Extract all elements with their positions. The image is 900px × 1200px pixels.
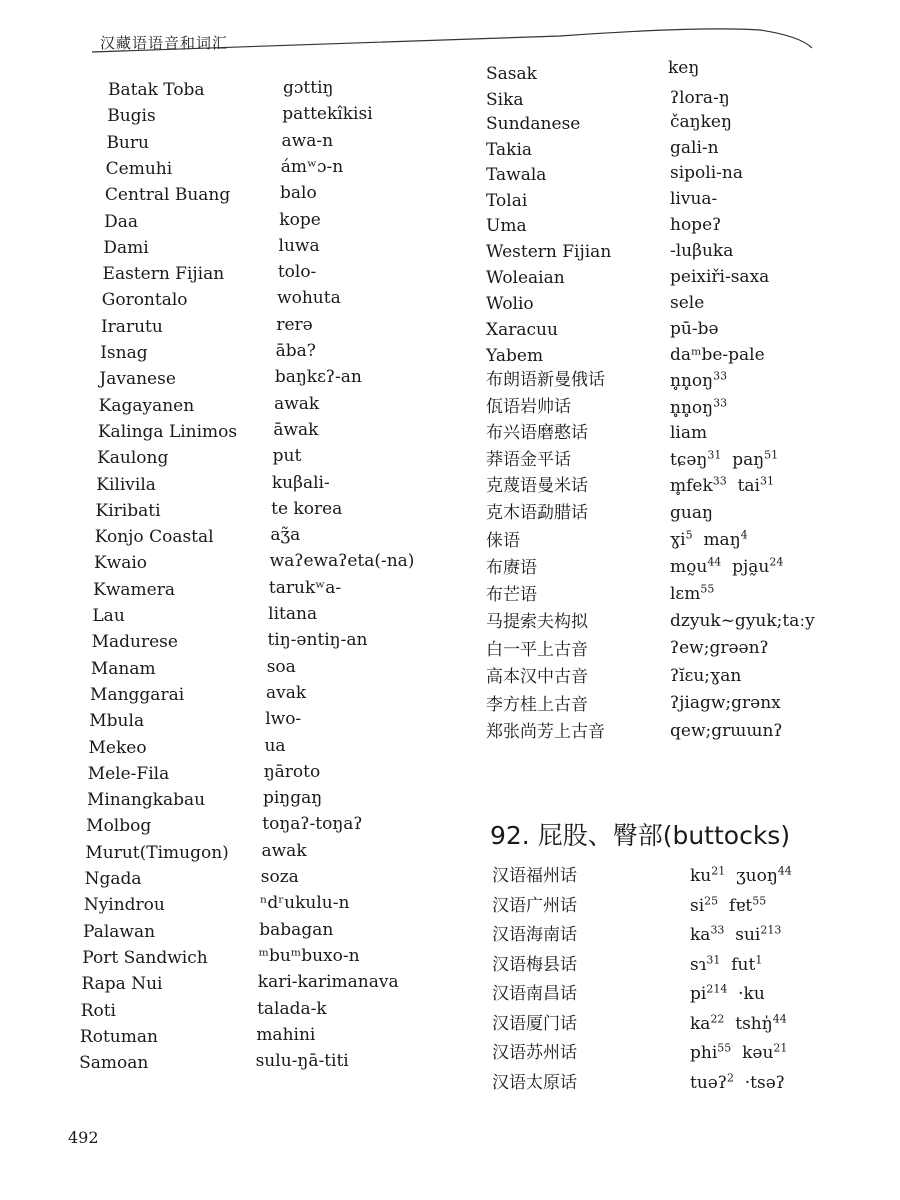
word-form bbox=[670, 138, 719, 158]
form-text: ku bbox=[690, 866, 712, 886]
language-name: Sundanese bbox=[486, 114, 581, 134]
page-number: 492 bbox=[68, 1128, 99, 1147]
word-form bbox=[259, 920, 333, 940]
language-name: Takia bbox=[486, 140, 533, 160]
tone-mark: 31 bbox=[707, 448, 722, 462]
word-form bbox=[270, 525, 300, 545]
language-name: Ngada bbox=[84, 869, 142, 889]
form-text: soza bbox=[260, 867, 299, 887]
language-name: 汉语福州话 bbox=[492, 866, 577, 886]
language-name: Mele-Fila bbox=[87, 763, 170, 784]
form-text: ⁿdʳukulu-n bbox=[260, 893, 350, 914]
form-text: kuβali- bbox=[271, 472, 330, 493]
word-form bbox=[270, 551, 415, 571]
form-text: mahini bbox=[256, 1024, 316, 1045]
word-form bbox=[670, 163, 743, 183]
running-header: 汉藏语语音和词汇 bbox=[100, 34, 229, 52]
word-form bbox=[273, 446, 302, 466]
language-name: Sasak bbox=[486, 64, 537, 84]
form-text: n̥n̥oŋ bbox=[670, 371, 714, 391]
form-text: kari-karimanava bbox=[257, 972, 399, 993]
form-text: livua- bbox=[670, 189, 718, 209]
tone-mark: 213 bbox=[760, 923, 782, 937]
word-form bbox=[262, 814, 362, 834]
language-name: Batak Toba bbox=[108, 80, 205, 100]
tone-mark: 31 bbox=[706, 952, 721, 966]
language-name: Eastern Fijian bbox=[102, 264, 225, 285]
word-form bbox=[271, 499, 342, 519]
language-name: 汉语梅县话 bbox=[492, 954, 577, 975]
language-name: Konjo Coastal bbox=[94, 527, 214, 548]
word-form bbox=[276, 341, 316, 361]
form-text: awak bbox=[274, 393, 320, 414]
language-name: Roti bbox=[80, 1000, 116, 1021]
language-name: Wolio bbox=[486, 294, 534, 314]
word-form bbox=[262, 841, 307, 861]
language-name: Kaulong bbox=[97, 448, 169, 469]
tone-mark: 33 bbox=[713, 369, 728, 383]
tone-mark: 55 bbox=[752, 893, 767, 907]
form-text: litana bbox=[268, 604, 318, 624]
language-name: Javanese bbox=[99, 369, 176, 390]
word-form bbox=[670, 693, 781, 713]
language-name: 汉语海南话 bbox=[492, 925, 577, 945]
word-form bbox=[279, 236, 320, 256]
word-form bbox=[670, 530, 748, 550]
word-form bbox=[268, 604, 317, 624]
word-form bbox=[256, 1051, 349, 1071]
form-text: ka bbox=[690, 925, 711, 945]
form-text: qew;grɯɯnʔ bbox=[670, 721, 783, 741]
form-text: ka bbox=[690, 1013, 711, 1034]
language-name: 李方桂上古音 bbox=[486, 695, 588, 715]
word-form bbox=[274, 394, 319, 414]
form-text: baŋkɛʔ-an bbox=[274, 367, 362, 388]
language-name: Uma bbox=[486, 216, 527, 236]
word-form bbox=[690, 1011, 787, 1034]
form-text: pja̰u bbox=[732, 557, 770, 577]
form-text: lwo- bbox=[265, 709, 302, 730]
language-name: Bugis bbox=[107, 106, 156, 127]
language-name: Kwamera bbox=[93, 579, 176, 600]
word-form bbox=[670, 557, 783, 577]
form-text: aʒ̃a bbox=[270, 525, 301, 546]
tone-mark: 1 bbox=[755, 952, 763, 966]
language-name: Woleaian bbox=[486, 268, 565, 288]
word-form bbox=[690, 925, 781, 945]
word-form bbox=[670, 88, 730, 108]
form-text: tai bbox=[737, 476, 760, 496]
form-text: ʔĭɛu;ɣan bbox=[670, 666, 742, 686]
word-form bbox=[275, 367, 362, 387]
tone-mark: 2 bbox=[726, 1070, 734, 1084]
tone-mark: 31 bbox=[760, 474, 774, 488]
word-form bbox=[670, 293, 704, 313]
language-name: 莽语金平话 bbox=[486, 450, 571, 470]
language-name: Palawan bbox=[83, 921, 156, 942]
form-text: avak bbox=[265, 682, 307, 703]
form-text: luwa bbox=[278, 235, 320, 256]
word-form bbox=[264, 762, 321, 782]
language-name: Kwaio bbox=[93, 553, 148, 574]
language-name: 汉语厦门话 bbox=[492, 1013, 577, 1034]
word-form bbox=[266, 683, 306, 703]
language-name: Lau bbox=[92, 606, 125, 626]
form-text: ᵐbuᵐbuxo-n bbox=[258, 945, 360, 966]
form-text: toŋaʔ-toŋaʔ bbox=[262, 814, 363, 835]
language-name: 马提索夫构拟 bbox=[486, 612, 588, 632]
word-form bbox=[272, 473, 330, 493]
form-text: fut bbox=[731, 954, 756, 975]
word-form bbox=[670, 666, 741, 686]
language-name: 汉语南昌话 bbox=[492, 984, 577, 1004]
word-form bbox=[282, 131, 334, 151]
word-form bbox=[690, 984, 765, 1004]
word-form bbox=[257, 999, 327, 1019]
language-name: 汉语苏州话 bbox=[492, 1043, 577, 1063]
form-text: tshŋ̍ bbox=[735, 1013, 773, 1034]
language-name: Western Fijian bbox=[486, 242, 612, 262]
word-form bbox=[256, 1025, 315, 1045]
language-name: 俫语 bbox=[486, 531, 520, 551]
word-form bbox=[670, 345, 765, 365]
word-form bbox=[281, 157, 343, 177]
language-name: Nyindrou bbox=[83, 895, 165, 916]
word-form bbox=[670, 611, 815, 631]
word-form bbox=[258, 972, 399, 992]
form-text: babagan bbox=[259, 919, 334, 940]
word-form bbox=[277, 288, 341, 308]
word-form bbox=[265, 709, 301, 729]
language-name: 布赓语 bbox=[486, 558, 537, 578]
form-text: m̥fek bbox=[670, 476, 713, 496]
language-name: Port Sandwich bbox=[82, 947, 208, 968]
word-form bbox=[280, 183, 317, 203]
language-name: 郑张尚芳上古音 bbox=[486, 722, 605, 742]
language-name: Rotuman bbox=[79, 1026, 158, 1047]
word-form bbox=[276, 315, 312, 335]
form-text: piŋgaŋ bbox=[262, 788, 323, 809]
form-text: paŋ bbox=[732, 450, 765, 470]
word-form bbox=[670, 476, 774, 496]
form-text: kope bbox=[279, 209, 321, 230]
form-text: sipoli-na bbox=[670, 163, 743, 183]
word-form bbox=[261, 867, 299, 887]
form-text: talada-k bbox=[257, 998, 327, 1019]
language-name: Daa bbox=[104, 211, 138, 232]
form-text: āba? bbox=[275, 341, 316, 361]
tone-mark: 51 bbox=[764, 448, 779, 462]
tone-mark: 21 bbox=[773, 1041, 788, 1055]
form-text: n̥n̥oŋ bbox=[670, 398, 714, 418]
language-name: Mekeo bbox=[88, 737, 147, 758]
form-text: keŋ bbox=[668, 58, 700, 78]
form-text: liam bbox=[670, 423, 708, 443]
word-form bbox=[670, 584, 714, 604]
form-text: gɔttiŋ bbox=[283, 78, 334, 98]
word-form bbox=[264, 736, 285, 756]
language-name: Manam bbox=[90, 658, 156, 679]
tone-mark: 33 bbox=[710, 923, 725, 937]
language-name: 汉语广州话 bbox=[492, 895, 577, 916]
form-text: put bbox=[272, 446, 302, 467]
word-form bbox=[670, 215, 721, 235]
word-form bbox=[267, 657, 296, 677]
word-form bbox=[670, 398, 727, 418]
form-text: rerə bbox=[276, 314, 313, 335]
language-name: Molbog bbox=[86, 816, 152, 837]
word-form bbox=[668, 58, 699, 78]
word-form bbox=[670, 423, 707, 443]
tone-mark: 22 bbox=[710, 1011, 725, 1025]
word-form bbox=[259, 946, 360, 966]
form-text: čaŋkeŋ bbox=[670, 112, 732, 132]
language-name: Yabem bbox=[486, 346, 544, 366]
tone-mark: 33 bbox=[713, 396, 728, 410]
word-form bbox=[690, 1070, 785, 1093]
form-text: pi bbox=[690, 984, 707, 1004]
form-text: tarukʷa- bbox=[268, 577, 342, 598]
language-name: Mbula bbox=[89, 711, 145, 732]
language-name: Madurese bbox=[91, 632, 178, 653]
word-form bbox=[670, 721, 783, 741]
word-form bbox=[670, 371, 727, 391]
form-text: tɕəŋ bbox=[670, 450, 708, 470]
form-text: sɿ bbox=[690, 954, 707, 975]
form-text: daᵐbe-pale bbox=[670, 345, 765, 365]
word-form bbox=[267, 630, 367, 650]
tone-mark: 44 bbox=[772, 1011, 787, 1025]
word-form bbox=[279, 210, 320, 230]
form-text: ʒuoŋ bbox=[736, 866, 778, 886]
language-name: Gorontalo bbox=[101, 290, 188, 311]
language-name: Isnag bbox=[100, 343, 148, 363]
form-text: gali-n bbox=[670, 138, 719, 158]
tone-mark: 44 bbox=[777, 864, 792, 878]
form-text: ·tsəʔ bbox=[744, 1072, 785, 1093]
tone-mark: 4 bbox=[740, 528, 748, 542]
form-text: tuəʔ bbox=[690, 1072, 727, 1093]
tone-mark: 33 bbox=[712, 474, 727, 488]
tone-mark: 25 bbox=[704, 893, 719, 907]
form-text: soa bbox=[266, 656, 296, 677]
language-name: Rapa Nui bbox=[81, 974, 163, 995]
language-name: Irarutu bbox=[100, 316, 163, 337]
form-text: ·ku bbox=[738, 984, 765, 1004]
form-text: awak bbox=[261, 840, 307, 861]
language-name: Kagayanen bbox=[98, 395, 195, 416]
language-name: Buru bbox=[106, 132, 149, 153]
word-form bbox=[283, 78, 333, 98]
word-form bbox=[269, 578, 341, 598]
form-text: waʔewaʔeta(-na) bbox=[269, 551, 415, 572]
language-name: 汉语太原话 bbox=[492, 1072, 577, 1093]
language-name: 布兴语磨憨话 bbox=[486, 423, 588, 443]
form-text: wohuta bbox=[277, 288, 341, 309]
word-form bbox=[278, 262, 316, 282]
language-name: Tawala bbox=[486, 165, 547, 185]
tone-mark: 55 bbox=[717, 1041, 732, 1055]
form-text: phi bbox=[690, 1043, 718, 1063]
tone-mark: 214 bbox=[706, 982, 728, 996]
form-text: balo bbox=[280, 183, 317, 204]
word-form bbox=[670, 319, 719, 339]
form-text: ɣi bbox=[670, 530, 686, 550]
language-name: Manggarai bbox=[90, 684, 185, 705]
form-text: hopeʔ bbox=[670, 215, 722, 235]
form-text: kəu bbox=[742, 1043, 774, 1063]
form-text: fɐt bbox=[728, 895, 753, 916]
language-name: Sika bbox=[486, 90, 524, 110]
form-text: pū-bə bbox=[670, 319, 719, 339]
word-form bbox=[670, 189, 717, 209]
word-form bbox=[670, 112, 732, 132]
language-name: Cemuhi bbox=[105, 158, 173, 179]
form-text: sulu-ŋā-titi bbox=[255, 1051, 349, 1072]
language-name: Kiribati bbox=[95, 500, 161, 521]
form-text: maŋ bbox=[703, 530, 741, 550]
language-name: 克木语勐腊话 bbox=[486, 503, 588, 523]
tone-mark: 24 bbox=[769, 555, 784, 569]
word-form bbox=[690, 866, 792, 886]
language-name: 佤语岩帅话 bbox=[486, 397, 571, 417]
word-form bbox=[263, 788, 322, 808]
form-text: ámʷɔ-n bbox=[280, 156, 344, 177]
tone-mark: 44 bbox=[707, 555, 722, 569]
language-name: Dami bbox=[103, 237, 149, 258]
language-name: Central Buang bbox=[104, 185, 231, 206]
form-text: ʔjiagw;grənx bbox=[670, 693, 781, 713]
section-heading: 92. 屁股、臀部(buttocks) bbox=[490, 821, 791, 850]
form-text: ua bbox=[264, 735, 286, 756]
word-form bbox=[690, 952, 763, 975]
form-text: si bbox=[690, 895, 705, 916]
form-text: dzyuk~gyuk;taːy bbox=[670, 611, 815, 631]
form-text: pattekîkisi bbox=[282, 104, 373, 125]
form-text: te korea bbox=[271, 498, 343, 519]
tone-mark: 21 bbox=[711, 864, 726, 878]
form-text: tolo- bbox=[277, 262, 317, 283]
language-name: Tolai bbox=[486, 191, 528, 211]
form-text: awa-n bbox=[281, 130, 334, 151]
language-name: Xaracuu bbox=[486, 320, 558, 340]
language-name: Samoan bbox=[79, 1053, 149, 1074]
form-text: ʔlora-ŋ bbox=[670, 88, 730, 108]
language-name: Kalinga Linimos bbox=[97, 421, 238, 442]
language-name: 布芒语 bbox=[486, 585, 537, 605]
language-name: 布朗语新曼俄话 bbox=[486, 370, 605, 390]
word-form bbox=[670, 267, 769, 287]
word-form bbox=[670, 638, 769, 658]
form-text: sele bbox=[670, 293, 705, 313]
word-form bbox=[670, 241, 733, 261]
word-form bbox=[670, 450, 778, 470]
form-text: tiŋ-əntiŋ-an bbox=[267, 630, 368, 651]
form-text: peixiři-saxa bbox=[670, 267, 770, 287]
form-text: guaŋ bbox=[670, 503, 713, 523]
word-form bbox=[282, 104, 372, 124]
tone-mark: 55 bbox=[700, 582, 715, 596]
word-form bbox=[260, 893, 349, 913]
form-text: sui bbox=[735, 925, 761, 945]
language-name: Kilivila bbox=[96, 474, 156, 495]
form-text: āwak bbox=[273, 419, 319, 440]
form-text: lɛm bbox=[670, 584, 701, 604]
form-text: ʔew;grəənʔ bbox=[670, 638, 769, 658]
tone-mark: 5 bbox=[685, 528, 693, 542]
word-form bbox=[690, 893, 767, 916]
language-name: 克蔑语曼米话 bbox=[486, 476, 588, 496]
language-name: 高本汉中古音 bbox=[486, 667, 588, 687]
form-text: ŋāroto bbox=[263, 761, 321, 782]
word-form bbox=[670, 503, 713, 523]
language-name: Minangkabau bbox=[86, 790, 206, 811]
language-name: Murut(Timugon) bbox=[85, 842, 229, 863]
form-text: mo̰u bbox=[670, 557, 708, 577]
language-name: 白一平上古音 bbox=[486, 640, 588, 660]
form-text: -luβuka bbox=[670, 241, 734, 261]
word-form bbox=[273, 420, 318, 440]
word-form bbox=[690, 1043, 787, 1063]
